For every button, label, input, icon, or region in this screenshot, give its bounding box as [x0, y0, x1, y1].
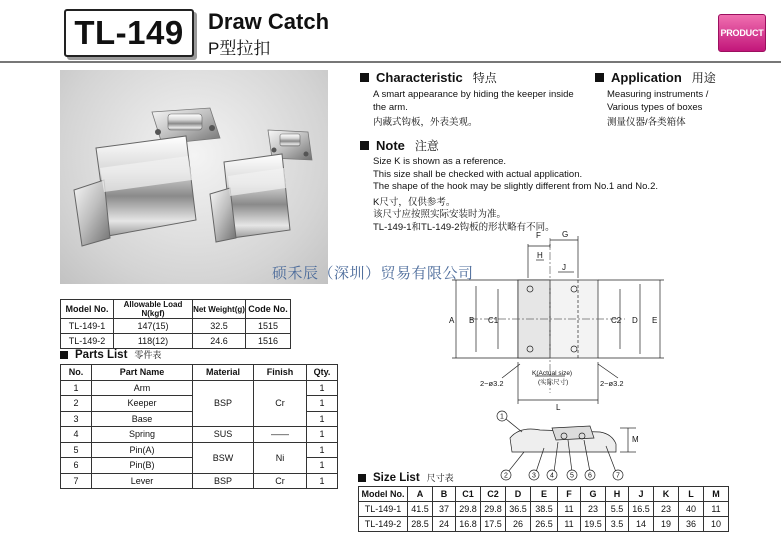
spec-cell: 118(12): [114, 334, 193, 349]
parts-heading: [60, 348, 161, 361]
dim-label-l: L: [556, 403, 561, 412]
table-row: [61, 319, 291, 334]
size-cell: 37: [433, 502, 456, 517]
parts-header-row: [61, 365, 338, 381]
part-finish: Cr: [254, 380, 307, 427]
hole-label-right: 2−ø3.2: [600, 379, 624, 388]
note-title-cn: 注意: [414, 139, 439, 153]
size-header: Model No.: [359, 487, 408, 502]
dim-label-m: M: [632, 435, 639, 444]
note-line: This size shall be checked with actual application.: [373, 168, 583, 180]
application-title: Application: [611, 70, 682, 85]
size-header: M: [704, 487, 729, 502]
spec-table: [60, 299, 291, 349]
size-header: C1: [456, 487, 481, 502]
part-no: 5: [61, 442, 92, 458]
parts-title-cn: 零件表: [134, 350, 162, 360]
characteristic-line: A smart appearance by hiding the keeper inside: [373, 89, 574, 100]
characteristic-text: [373, 89, 588, 130]
characteristic-title: Characteristic: [376, 70, 463, 85]
size-cell: 16.5: [629, 502, 654, 517]
table-row: [61, 442, 338, 458]
size-header: E: [531, 487, 558, 502]
watermark: 硕禾辰（深圳）贸易有限公司: [272, 265, 474, 282]
size-heading: [358, 471, 454, 484]
callout-7: 7: [616, 472, 620, 480]
product-badge: PRODUCT: [718, 14, 766, 52]
note-cn-line: TL-149-1和TL-149-2钩板的形状略有不同。: [373, 221, 555, 233]
size-table: [358, 486, 729, 532]
part-name: Keeper: [92, 396, 193, 412]
part-name: Arm: [92, 380, 193, 396]
part-qty: 1: [307, 396, 338, 412]
product-photo-illustration: [60, 70, 328, 284]
part-no: 3: [61, 411, 92, 427]
size-header: D: [506, 487, 531, 502]
part-no: 1: [61, 380, 92, 396]
part-no: 2: [61, 396, 92, 412]
size-cell: 40: [679, 502, 704, 517]
k-label-cn: (实际尺寸): [538, 379, 569, 386]
part-no: 6: [61, 458, 92, 474]
square-bullet-icon: [595, 73, 604, 82]
size-header-row: [359, 487, 729, 502]
model-number: TL-149: [74, 14, 184, 51]
spec-header: Model No.: [61, 300, 114, 319]
dim-label-c2: C2: [611, 316, 622, 325]
callout-2: 2: [504, 472, 508, 480]
part-finish: Ni: [254, 442, 307, 473]
callout-4: 4: [550, 472, 554, 480]
dim-label-a: A: [449, 316, 455, 325]
part-material: BSW: [193, 442, 254, 473]
table-row: [359, 502, 729, 517]
application-text: [607, 89, 777, 130]
spec-cell: 147(15): [114, 319, 193, 334]
note-line: The shape of the hook may be slightly different from No.1 and No.2.: [373, 181, 658, 192]
table-row: [61, 380, 338, 396]
size-cell: 29.8: [456, 502, 481, 517]
parts-title: Parts List: [75, 348, 128, 361]
note-cn-line: 该尺寸应按照实际安装时为准。: [373, 209, 507, 220]
square-bullet-icon: [360, 141, 369, 150]
part-name: Lever: [92, 473, 193, 489]
size-cell: 23: [581, 502, 606, 517]
size-header: L: [679, 487, 704, 502]
spec-header: Allowable Load N(kgf): [114, 300, 193, 319]
application-heading: [595, 69, 716, 86]
characteristic-title-cn: 特点: [472, 71, 497, 85]
spec-cell: 24.6: [193, 334, 246, 349]
part-name: Base: [92, 411, 193, 427]
hole-label-left: 2−ø3.2: [480, 379, 504, 388]
square-bullet-icon: [360, 73, 369, 82]
dim-label-d: D: [632, 316, 638, 325]
table-row: [61, 427, 338, 443]
square-bullet-icon: [60, 351, 68, 359]
application-line: Various types of boxes: [607, 101, 703, 113]
parts-header: Material: [193, 365, 254, 381]
product-title: Draw Catch: [208, 9, 330, 34]
size-cell: 14: [629, 517, 654, 532]
part-qty: 1: [307, 427, 338, 443]
part-qty: 1: [307, 380, 338, 396]
part-material: BSP: [193, 473, 254, 489]
application-line: Measuring instruments /: [607, 89, 709, 100]
table-row: [61, 473, 338, 489]
dim-label-e: E: [652, 316, 658, 325]
technical-drawing: [440, 228, 781, 484]
spec-header: Net Weight(g): [193, 300, 246, 319]
size-header: H: [606, 487, 629, 502]
spec-cell: 1516: [246, 334, 291, 349]
part-finish: Cr: [254, 473, 307, 489]
size-cell: 11: [558, 517, 581, 532]
dim-label-c1: C1: [488, 316, 499, 325]
size-cell: 41.5: [408, 502, 433, 517]
size-cell: 38.5: [531, 502, 558, 517]
callout-5: 5: [570, 472, 574, 480]
parts-header: Finish: [254, 365, 307, 381]
size-cell: 26.5: [531, 517, 558, 532]
size-header: F: [558, 487, 581, 502]
table-row: [359, 517, 729, 532]
characteristic-line: the arm.: [373, 101, 408, 113]
product-photo: [60, 70, 328, 284]
size-cell: 11: [558, 502, 581, 517]
part-qty: 1: [307, 458, 338, 474]
part-no: 7: [61, 473, 92, 489]
square-bullet-icon: [358, 474, 366, 482]
spec-cell: 32.5: [193, 319, 246, 334]
size-cell: 10: [704, 517, 729, 532]
size-cell: 16.8: [456, 517, 481, 532]
part-qty: 1: [307, 442, 338, 458]
spec-cell: TL-149-1: [61, 319, 114, 334]
note-cn-line: K尺寸，仅供参考。: [373, 196, 456, 208]
model-number-box: [64, 9, 194, 57]
size-cell: 26: [506, 517, 531, 532]
header-divider: [0, 61, 781, 63]
note-line: Size K is shown as a reference.: [373, 156, 507, 167]
characteristic-cn: 内藏式钩板，外表美观。: [373, 117, 478, 128]
part-qty: 1: [307, 411, 338, 427]
size-header: G: [581, 487, 606, 502]
dim-label-g: G: [562, 230, 569, 239]
spec-cell: 1515: [246, 319, 291, 334]
size-cell: 19: [654, 517, 679, 532]
size-cell: TL-149-1: [359, 502, 408, 517]
size-header: B: [433, 487, 456, 502]
part-name: Spring: [92, 427, 193, 443]
size-header: J: [629, 487, 654, 502]
part-qty: 1: [307, 473, 338, 489]
spec-cell: TL-149-2: [61, 334, 114, 349]
characteristic-heading: [360, 69, 497, 86]
size-cell: 5.5: [606, 502, 629, 517]
callout-6: 6: [588, 472, 592, 480]
size-cell: 36.5: [506, 502, 531, 517]
parts-header: Qty.: [307, 365, 338, 381]
size-cell: 17.5: [481, 517, 506, 532]
parts-header: No.: [61, 365, 92, 381]
callout-3: 3: [532, 472, 536, 480]
table-row: [61, 334, 291, 349]
size-cell: 19.5: [581, 517, 606, 532]
dim-label-b: B: [469, 316, 475, 325]
application-cn: 测量仪器/各类箱体: [607, 117, 686, 128]
part-name: Pin(B): [92, 458, 193, 474]
size-title-cn: 尺寸表: [426, 473, 454, 483]
size-cell: 29.8: [481, 502, 506, 517]
size-header: A: [408, 487, 433, 502]
size-cell: 11: [704, 502, 729, 517]
size-cell: 3.5: [606, 517, 629, 532]
note-title: Note: [376, 138, 405, 153]
size-cell: TL-149-2: [359, 517, 408, 532]
k-label: K(Actual size): [532, 370, 573, 377]
size-cell: 24: [433, 517, 456, 532]
dim-label-f: F: [536, 231, 541, 240]
product-title-cn: P型拉扣: [208, 39, 271, 58]
spec-header-row: [61, 300, 291, 319]
note-text: [373, 156, 773, 234]
dim-label-j: J: [562, 263, 566, 272]
parts-table: [60, 364, 338, 489]
dim-label-h: H: [537, 251, 543, 260]
size-cell: 36: [679, 517, 704, 532]
note-heading: [360, 137, 439, 154]
part-name: Pin(A): [92, 442, 193, 458]
spec-header: Code No.: [246, 300, 291, 319]
part-material: BSP: [193, 380, 254, 427]
size-title: Size List: [373, 471, 420, 484]
size-header: C2: [481, 487, 506, 502]
callout-1: 1: [500, 413, 504, 421]
part-no: 4: [61, 427, 92, 443]
size-cell: 28.5: [408, 517, 433, 532]
size-header: K: [654, 487, 679, 502]
part-finish: ——: [254, 427, 307, 443]
part-material: SUS: [193, 427, 254, 443]
size-cell: 23: [654, 502, 679, 517]
application-title-cn: 用途: [691, 71, 716, 85]
parts-header: Part Name: [92, 365, 193, 381]
